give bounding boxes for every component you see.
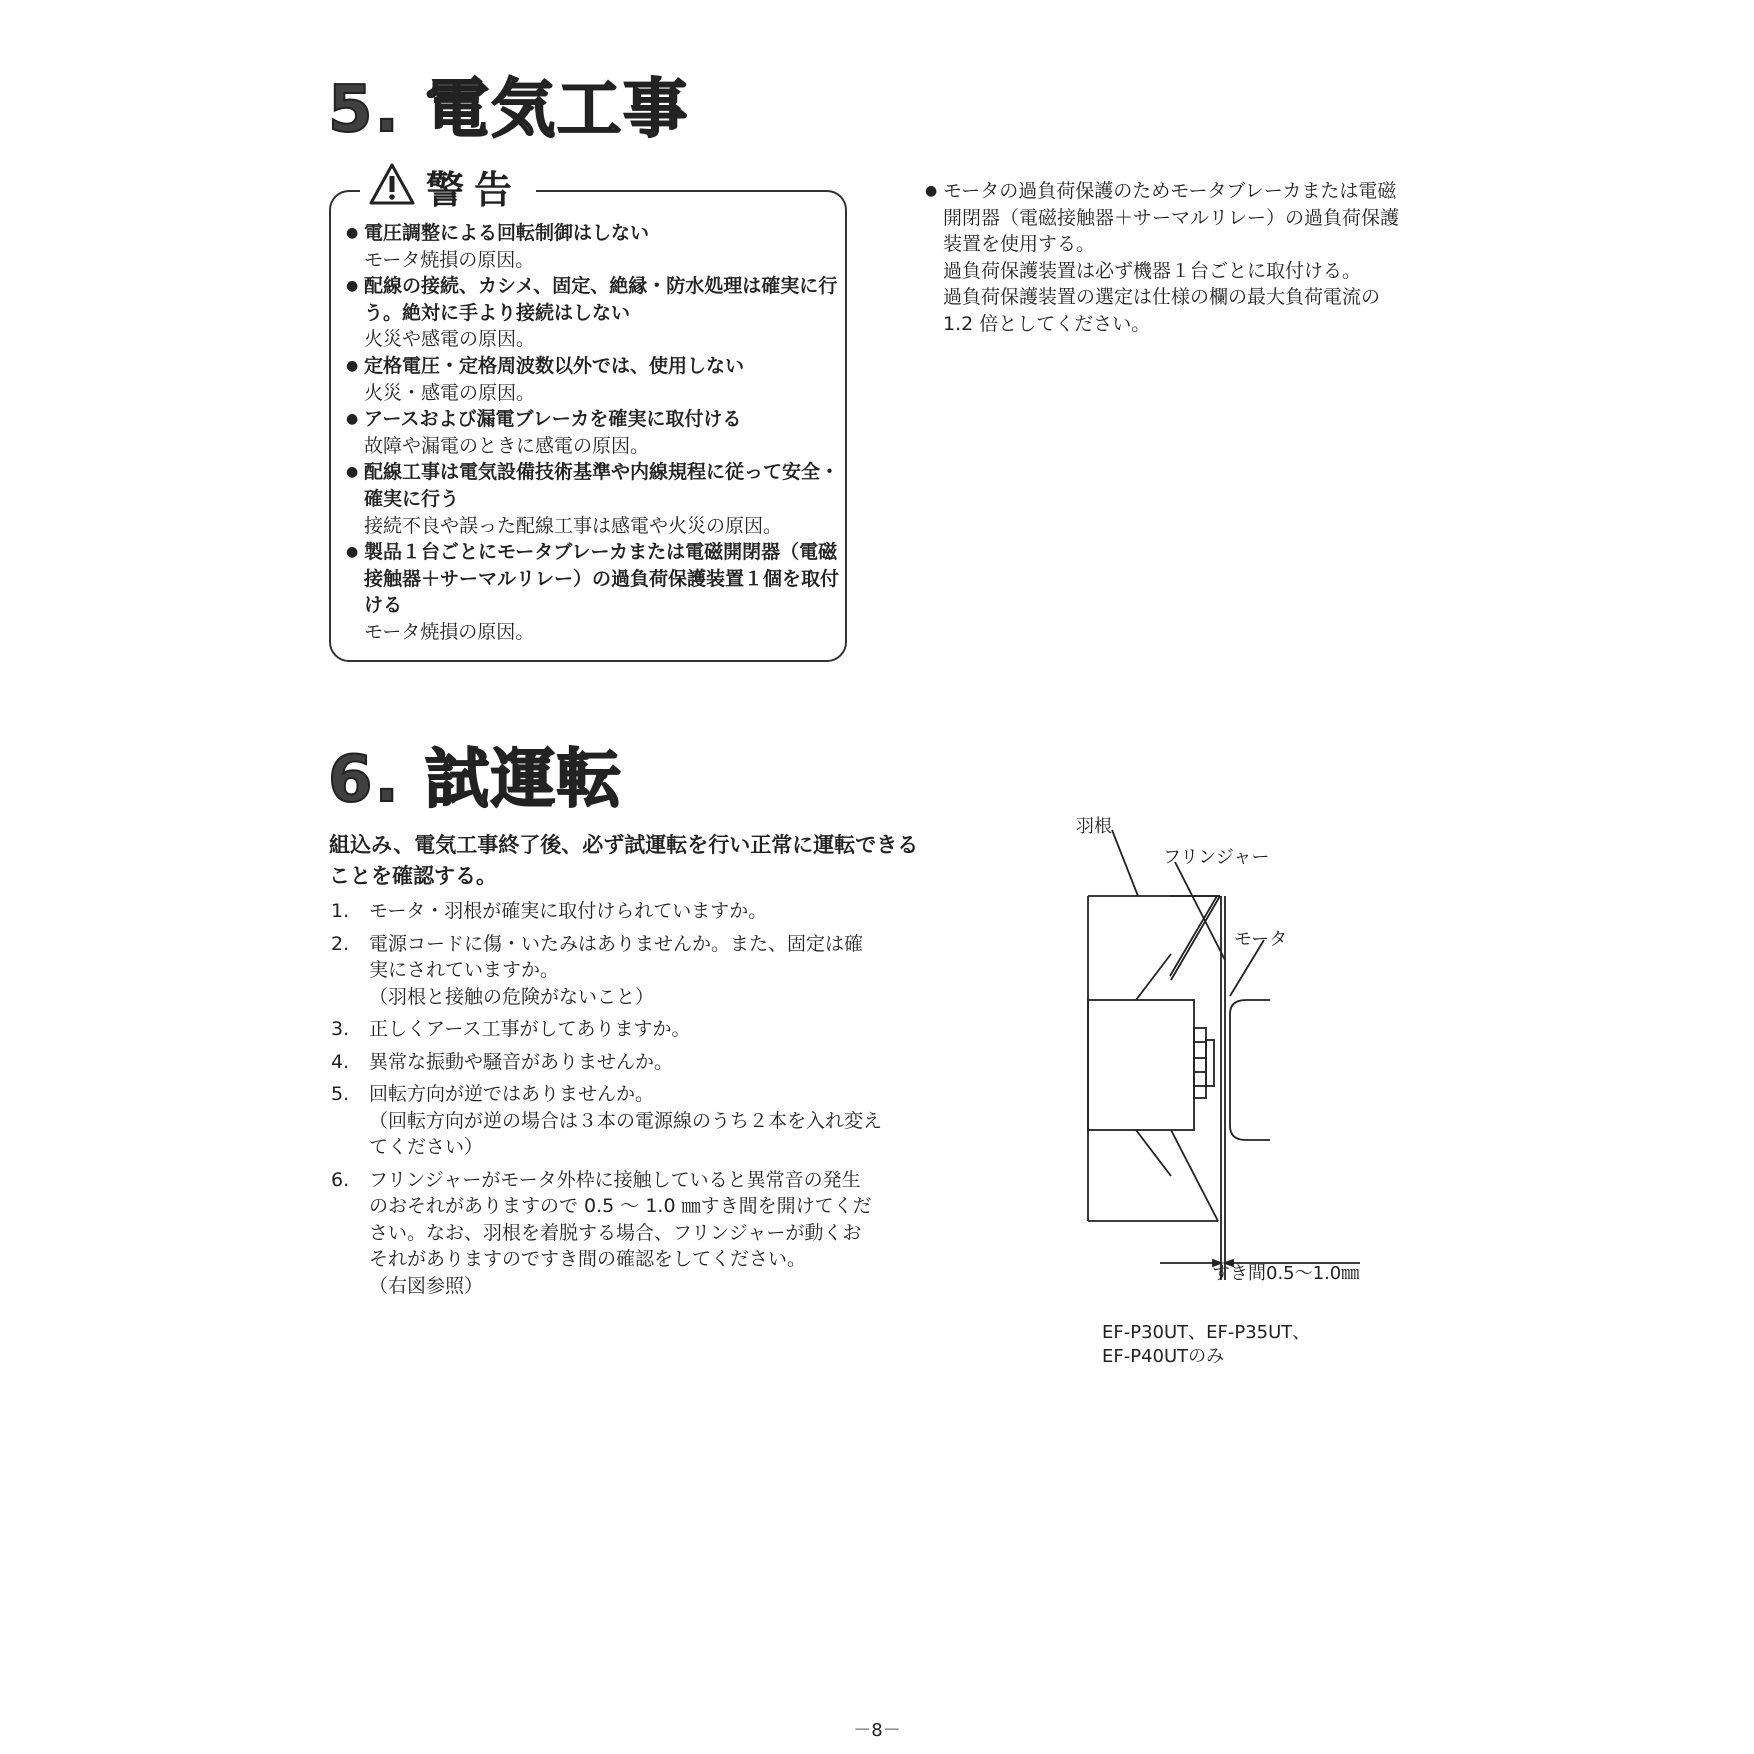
checklist-item [329, 898, 929, 925]
warning-item-title: 製品１台ごとにモータブレーカまたは電磁開閉器（電磁接触器＋サーマルリレー）の過負荷保護装置１個を取付ける [364, 541, 840, 617]
warning-item [346, 353, 840, 406]
note-line: 過負荷保護装置は必ず機器１台ごとに取付ける。 [943, 259, 1362, 282]
item-text: 実にされていますか。 [369, 959, 560, 981]
label-gap: すき間0.5～1.0㎜ [1212, 1263, 1360, 1284]
label-blade: 羽根 [1076, 816, 1112, 837]
item-text: さい。なお、羽根を着脱する場合、フリンジャーが動くお [369, 1221, 862, 1244]
warning-item-title: 電圧調整による回転制御はしない [364, 222, 650, 244]
item-text: 異常な振動や騒音がありませんか。 [369, 1050, 674, 1073]
warning-item-reason: 接続不良や誤った配線工事は感電や火災の原因。 [364, 514, 783, 537]
note-line: 開閉器（電磁接触器＋サーマルリレー）の過負荷保護 [943, 206, 1400, 229]
warning-item-title: 配線の接続、カシメ、固定、絶縁・防水処理は確実に行う。絶対に手より接続はしない [364, 275, 838, 324]
item-text: 回転方向が逆ではありませんか。 [369, 1083, 655, 1105]
note-line: 1.2 倍としてください。 [943, 312, 1151, 335]
blade-outline [1088, 896, 1220, 976]
fan-gap-diagram [1050, 810, 1410, 1290]
item-text: それがありますのですき間の確認をしてください。 [369, 1248, 807, 1270]
item-text: モータ・羽根が確実に取付けられていますか。 [369, 900, 768, 922]
item-number: 6. [331, 1168, 350, 1191]
item-number: 5. [331, 1083, 350, 1105]
warning-item-title: 定格電圧・定格周波数以外では、使用しない [364, 354, 745, 377]
label-flinger: フリンジャー [1163, 847, 1270, 868]
figure-caption-line1: EF-P30UT、EF-P35UT、 [1102, 1322, 1311, 1343]
item-text: のおそれがありますので 0.5 ～ 1.0 ㎜すき間を開けてくだ [369, 1195, 872, 1217]
item-text: フリンジャーがモータ外枠に接触していると異常音の発生 [369, 1168, 861, 1191]
section6-heading: 6. 試運転 [328, 743, 624, 817]
test-run-intro: 組込み、電気工事終了後、必ず試運転を行い正常に運転できることを確認する。 [329, 833, 919, 888]
item-text: 電源コードに傷・いたみはありませんか。また、固定は確 [369, 932, 864, 955]
item-number: 1. [331, 900, 350, 922]
item-number: 4. [331, 1050, 350, 1073]
item-text: （回転方向が逆の場合は３本の電源線のうち２本を入れ変え [369, 1109, 883, 1132]
item-number: 2. [331, 932, 350, 955]
figure-caption-line2: EF-P40UTのみ [1102, 1346, 1225, 1367]
warning-triangle-icon [368, 162, 416, 210]
checklist-item [329, 931, 929, 1011]
bullet-icon: ● [346, 544, 359, 561]
checklist-item [329, 1016, 929, 1043]
warning-item [346, 539, 840, 645]
warning-item [346, 273, 840, 353]
note-line: 過負荷保護装置の選定は仕様の欄の最大負荷電流の [943, 286, 1381, 309]
page-number: －8－ [853, 1720, 901, 1741]
warning-item-reason: 故障や漏電のときに感電の原因。 [364, 434, 650, 457]
warning-item-reason: 火災・感電の原因。 [364, 381, 536, 404]
bullet-icon: ● [346, 278, 359, 295]
item-number: 3. [331, 1018, 350, 1040]
warning-list [346, 220, 840, 646]
item-text: （右図参照） [369, 1274, 484, 1297]
bullet-icon: ● [346, 357, 359, 374]
warning-item [346, 406, 840, 459]
bullet-icon: ● [346, 464, 359, 481]
warning-item-title: 配線工事は電気設備技術基準や内線規程に従って安全・確実に行う [364, 461, 840, 510]
checklist-item [329, 1081, 929, 1161]
warning-item-title: アースおよび漏電ブレーカを確実に取付ける [364, 408, 742, 431]
bullet-icon: ● [346, 225, 359, 241]
item-text: （羽根と接触の危険がないこと） [369, 985, 655, 1008]
warning-item-reason: 火災や感電の原因。 [364, 328, 536, 351]
bullet-icon: ● [346, 411, 359, 428]
checklist [329, 898, 929, 1305]
checklist-item [329, 1049, 929, 1076]
warning-item-reason: モータ焼損の原因。 [364, 248, 535, 271]
section5-heading: 5. 電気工事 [328, 73, 690, 147]
item-text: 正しくアース工事がしてありますか。 [369, 1018, 691, 1040]
checklist-item [329, 1167, 929, 1300]
bullet-icon: ● [925, 183, 938, 199]
label-motor: モータ [1234, 929, 1288, 950]
warning-item [346, 220, 840, 273]
warning-item [346, 459, 840, 539]
note-line: モータの過負荷保護のためモータブレーカまたは電磁 [943, 180, 1397, 202]
overload-note [925, 178, 1445, 338]
warning-item-reason: モータ焼損の原因。 [364, 620, 535, 643]
item-text: てください） [369, 1136, 484, 1158]
warning-title-text: 警告 [426, 167, 523, 212]
note-line: 装置を使用する。 [943, 233, 1096, 256]
warning-title [360, 160, 536, 212]
